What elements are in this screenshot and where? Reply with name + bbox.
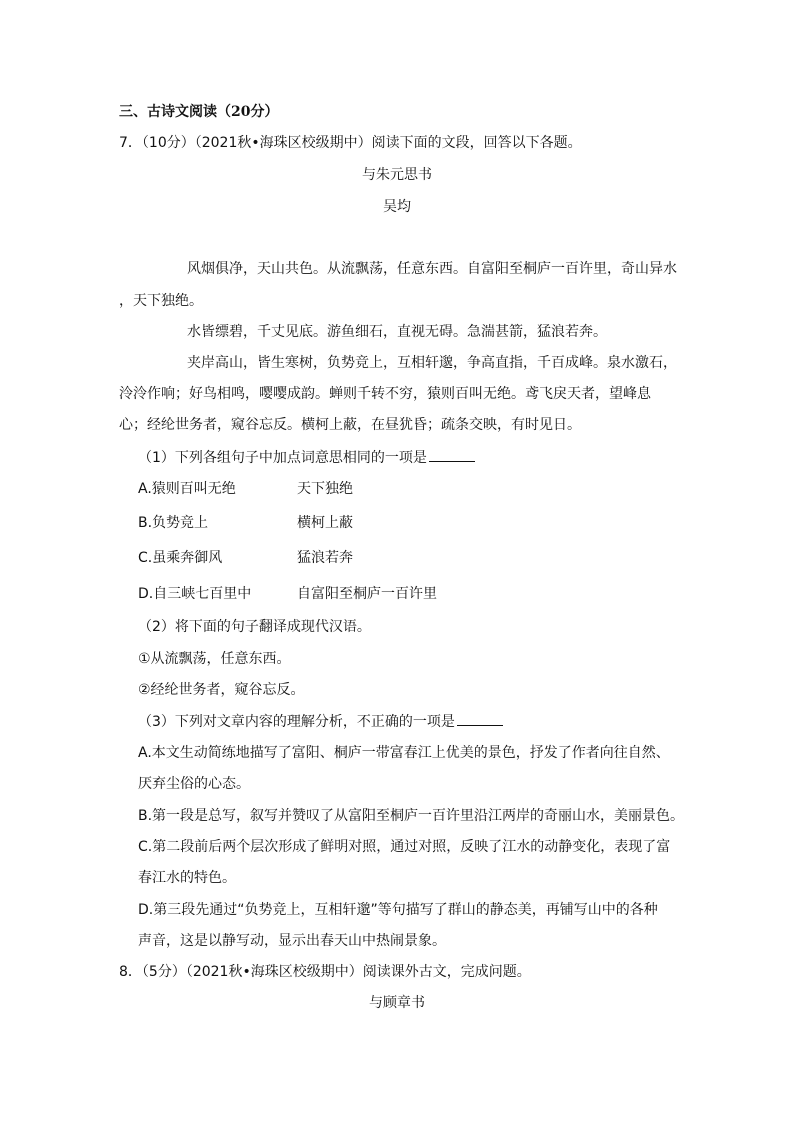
choice-a-line2: 厌弃尘俗的心态。 [138,776,250,792]
choice-c-line2: 春江水的特色。 [138,870,236,886]
choice-d-line2: 声音，这是以静写动，显示出春天山中热闹景象。 [138,933,446,949]
passage-p1-line1: 风烟俱净，天山共色。从流飘荡，任意东西。自富阳至桐庐一百许里，奇山异水 [187,261,677,277]
choice-b: B.第一段是总写，叙写并赞叹了从富阳至桐庐一百许里沿江两岸的奇丽山水，美丽景色。 [138,808,685,824]
subquestion-1: （1）下列各组句子中加点词意思相同的一项是 [138,447,475,468]
translate-item-1: ①从流飘荡，任意东西。 [138,651,291,667]
translate-item-2: ②经纶世务者，窥谷忘反。 [138,682,305,698]
option-d-pair: 自富阳至桐庐一百许里 [297,586,437,602]
choice-c-line1: C.第二段前后两个层次形成了鲜明对照，通过对照，反映了江水的动静变化，表现了富 [138,839,671,855]
passage-p3-line3: 心；经纶世务者，窥谷忘反。横柯上蔽，在昼犹昏；疏条交映，有时见日。 [119,417,581,433]
answer-blank-3[interactable] [457,711,503,726]
passage-p2: 水皆缥碧，千丈见底。游鱼细石，直视无碍。急湍甚箭，猛浪若奔。 [187,324,607,340]
passage-2-title: 与顾章书 [369,995,425,1011]
passage-author: 吴均 [383,199,411,215]
option-b-pair: 横柯上蔽 [297,515,353,531]
option-c-pair: 猛浪若奔 [297,550,353,566]
option-c: C.虽乘奔御风 [138,550,223,566]
choice-d-line1: D.第三段先通过“负势竞上，互相轩邈”等句描写了群山的静态美，再铺写山中的各种 [138,902,658,918]
option-b: B.负势竞上 [138,515,209,531]
option-a: A.猿则百叫无绝 [138,481,236,497]
passage-p1-line2: ，天下独绝。 [119,293,203,309]
subquestion-2: （2）将下面的句子翻译成现代汉语。 [138,619,371,635]
question-8-header: 8．（5分）（2021秋•海珠区校级期中）阅读课外古文，完成问题。 [119,964,531,980]
passage-title: 与朱元思书 [362,167,432,183]
subquestion-3: （3）下列对文章内容的理解分析，不正确的一项是 [138,711,503,732]
option-d: D.自三峡七百里中 [138,586,252,602]
choice-a-line1: A.本文生动简练地描写了富阳、桐庐一带富春江上优美的景色，抒发了作者向往自然、 [138,745,670,761]
question-7-header: 7．（10分）（2021秋•海珠区校级期中）阅读下面的文段，回答以下各题。 [119,135,582,151]
section-title: 三、古诗文阅读（20分） [119,104,279,120]
passage-p3-line2: 泠泠作响；好鸟相鸣，嘤嘤成韵。蝉则千转不穷，猿则百叫无绝。鸢飞戾天者，望峰息 [119,386,651,402]
answer-blank-1[interactable] [429,447,475,462]
passage-p3-line1: 夹岸高山，皆生寒树，负势竞上，互相轩邈，争高直指，千百成峰。泉水激石， [187,355,677,371]
option-a-pair: 天下独绝 [297,481,353,497]
